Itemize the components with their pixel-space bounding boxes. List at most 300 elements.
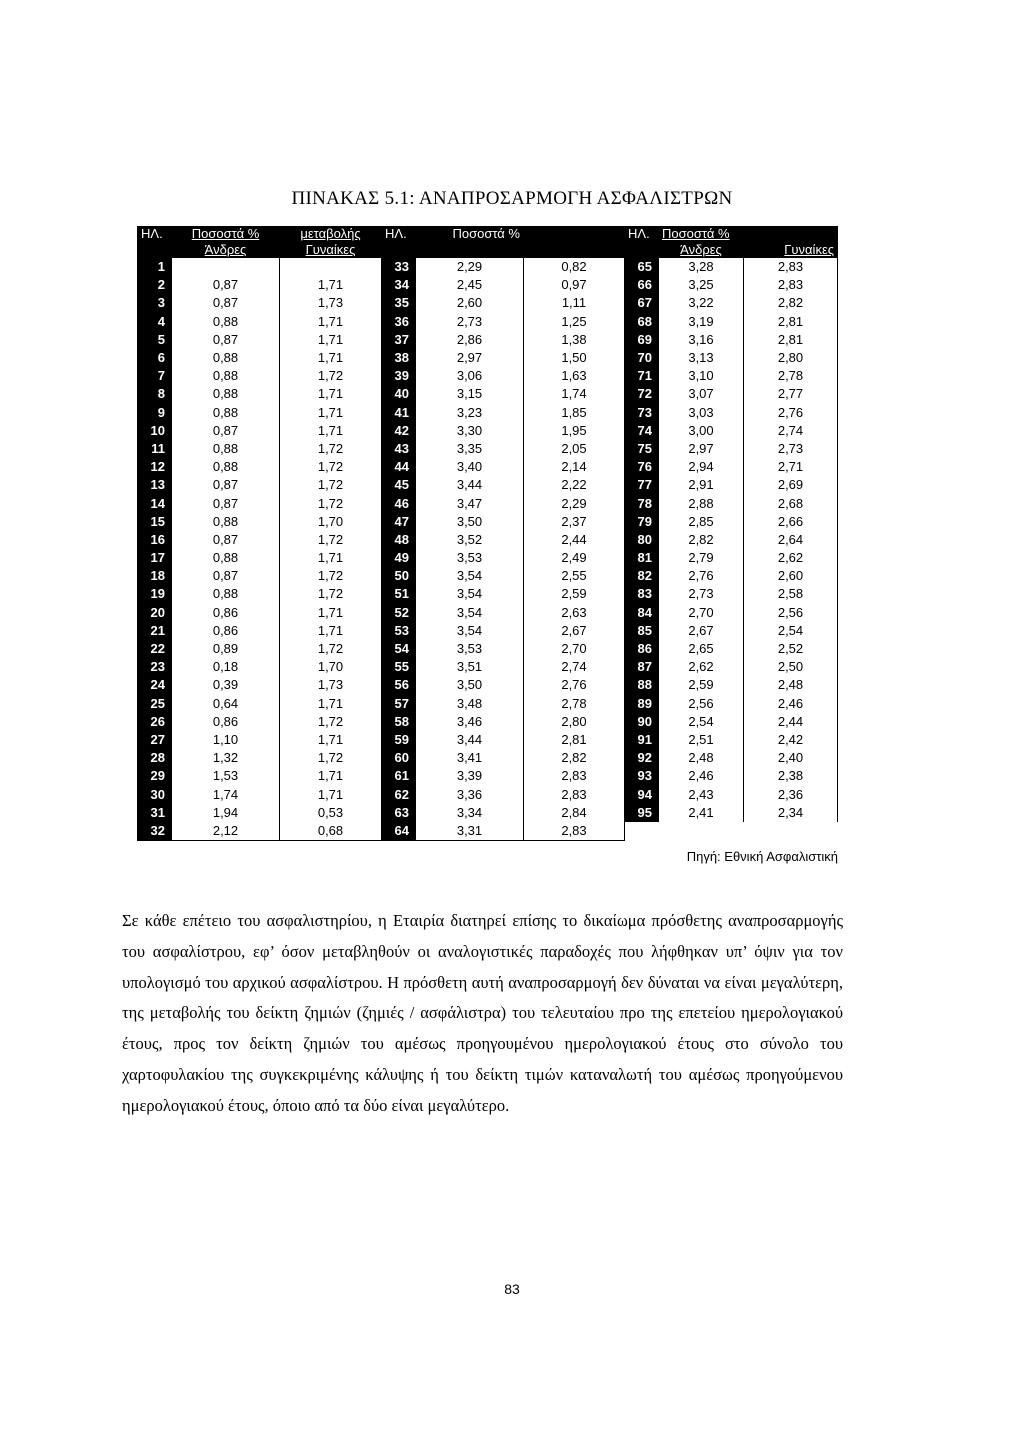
value-cell: 0,87	[172, 422, 280, 440]
age-cell: 48	[382, 531, 416, 549]
value-cell: 2,80	[524, 713, 625, 731]
value-cell: 2,83	[524, 785, 625, 803]
value-cell: 3,54	[416, 585, 524, 603]
age-cell: 10	[138, 422, 172, 440]
header-cell: Ποσοστά %	[416, 226, 524, 242]
header-cell	[138, 242, 172, 258]
value-cell: 1,85	[524, 404, 625, 422]
age-cell: 38	[382, 349, 416, 367]
value-cell: 3,48	[416, 695, 524, 713]
table-body	[138, 226, 838, 841]
value-cell: 3,54	[416, 622, 524, 640]
age-cell: 8	[138, 385, 172, 403]
age-cell: 17	[138, 549, 172, 567]
value-cell: 1,72	[280, 713, 382, 731]
table-row	[138, 494, 838, 512]
age-cell: 93	[625, 767, 659, 785]
age-cell: 83	[625, 585, 659, 603]
table-row	[138, 422, 838, 440]
value-cell	[172, 258, 280, 276]
value-cell: 2,94	[659, 458, 744, 476]
value-cell: 2,81	[744, 313, 838, 331]
value-cell: 1,32	[172, 749, 280, 767]
value-cell: 1,71	[280, 404, 382, 422]
value-cell: 1,38	[524, 331, 625, 349]
value-cell: 3,35	[416, 440, 524, 458]
value-cell: 2,85	[659, 513, 744, 531]
value-cell: 3,28	[659, 258, 744, 276]
header-cell: Γυναίκες	[744, 242, 838, 258]
age-cell: 35	[382, 294, 416, 312]
age-cell: 94	[625, 785, 659, 803]
value-cell: 0,88	[172, 385, 280, 403]
age-cell: 53	[382, 622, 416, 640]
value-cell: 0,82	[524, 258, 625, 276]
table-row	[138, 622, 838, 640]
value-cell: 1,25	[524, 313, 625, 331]
age-cell: 95	[625, 804, 659, 822]
value-cell: 2,49	[524, 549, 625, 567]
value-cell: 2,65	[659, 640, 744, 658]
table-row	[138, 695, 838, 713]
value-cell: 2,74	[524, 658, 625, 676]
value-cell: 2,42	[744, 731, 838, 749]
age-cell: 14	[138, 494, 172, 512]
header-cell: Ποσοστά %	[172, 226, 280, 242]
age-cell: 19	[138, 585, 172, 603]
value-cell: 3,13	[659, 349, 744, 367]
value-cell: 1,94	[172, 804, 280, 822]
value-cell: 0,53	[280, 804, 382, 822]
age-cell: 3	[138, 294, 172, 312]
value-cell: 2,67	[659, 622, 744, 640]
age-cell: 29	[138, 767, 172, 785]
value-cell: 1,71	[280, 313, 382, 331]
value-cell: 0,88	[172, 313, 280, 331]
value-cell: 1,71	[280, 604, 382, 622]
value-cell: 1,72	[280, 567, 382, 585]
value-cell: 2,60	[416, 294, 524, 312]
table-header-row-1	[138, 226, 838, 242]
table-row	[138, 822, 838, 841]
age-cell: 12	[138, 458, 172, 476]
value-cell: 2,70	[659, 604, 744, 622]
table-row	[138, 404, 838, 422]
age-cell: 80	[625, 531, 659, 549]
value-cell: 0,89	[172, 640, 280, 658]
value-cell: 1,11	[524, 294, 625, 312]
value-cell: 1,72	[280, 476, 382, 494]
value-cell: 1,70	[280, 513, 382, 531]
table-row	[138, 567, 838, 585]
header-cell: μεταβολής	[280, 226, 382, 242]
body-paragraph: Σε κάθε επέτειο του ασφαλιστηρίου, η Εταιρία διατηρεί επίσης το δικαίωμα πρόσθετης αναπροσαρμογής του ασφαλίστρου, εφ’ όσον μεταβληθούν οι αναλογιστικές παραδοχές που λήφθηκαν υπ’ όψιν για τον υπολογισμό του αρχικού ασφαλίστρου. Η πρόσθετη αυτή αναπροσαρμογή δεν δύναται να είναι μεγαλύτερη, της μεταβολής του δείκτη ζημιών (ζημιές / ασφάλιστρα) του τελευταίου προ της επετείου ημερολογιακού έτους, προς τον δείκτη ζημιών του αμέσως προηγουμένου ημερολογιακού έτους στο σύνολο του χαρτοφυλακίου της συγκεκριμένης κάλυψης ή του δείκτη τιμών καταναλωτή του αμέσως προηγούμενου ημερολογιακού έτους, όποιο από τα δύο είναι μεγαλύτερο.	[122, 911, 843, 1115]
value-cell: 1,53	[172, 767, 280, 785]
value-cell: 2,50	[744, 658, 838, 676]
value-cell: 2,83	[524, 767, 625, 785]
header-cell	[416, 242, 524, 258]
age-cell: 23	[138, 658, 172, 676]
age-cell: 18	[138, 567, 172, 585]
age-cell: 31	[138, 804, 172, 822]
age-cell: 1	[138, 258, 172, 276]
table-row	[138, 458, 838, 476]
age-cell: 84	[625, 604, 659, 622]
value-cell: 2,83	[524, 822, 625, 841]
age-cell: 50	[382, 567, 416, 585]
age-cell: 90	[625, 713, 659, 731]
value-cell: 1,71	[280, 785, 382, 803]
table-row	[138, 785, 838, 803]
value-cell: 3,46	[416, 713, 524, 731]
table-row	[138, 658, 838, 676]
value-cell: 3,07	[659, 385, 744, 403]
value-cell: 1,71	[280, 385, 382, 403]
value-cell: 2,12	[172, 822, 280, 841]
value-cell: 3,53	[416, 640, 524, 658]
value-cell: 2,29	[524, 494, 625, 512]
value-cell: 2,51	[659, 731, 744, 749]
value-cell: 2,44	[744, 713, 838, 731]
age-cell: 58	[382, 713, 416, 731]
table-row	[138, 367, 838, 385]
table-row	[138, 349, 838, 367]
age-cell	[625, 822, 659, 841]
age-cell: 46	[382, 494, 416, 512]
age-cell: 74	[625, 422, 659, 440]
value-cell: 2,52	[744, 640, 838, 658]
value-cell: 2,55	[524, 567, 625, 585]
value-cell: 1,72	[280, 440, 382, 458]
age-cell: 73	[625, 404, 659, 422]
value-cell: 2,41	[659, 804, 744, 822]
age-cell: 45	[382, 476, 416, 494]
table-row	[138, 767, 838, 785]
age-cell: 52	[382, 604, 416, 622]
value-cell: 2,76	[659, 567, 744, 585]
table-row	[138, 531, 838, 549]
age-cell: 68	[625, 313, 659, 331]
table-row	[138, 640, 838, 658]
table-row	[138, 258, 838, 276]
header-cell: ΗΛ.	[625, 226, 659, 242]
value-cell: 2,81	[524, 731, 625, 749]
value-cell: 1,72	[280, 749, 382, 767]
value-cell: 2,79	[659, 549, 744, 567]
age-cell: 86	[625, 640, 659, 658]
age-cell: 81	[625, 549, 659, 567]
value-cell: 2,73	[416, 313, 524, 331]
value-cell: 2,40	[744, 749, 838, 767]
age-cell: 51	[382, 585, 416, 603]
value-cell: 0,87	[172, 531, 280, 549]
age-cell: 32	[138, 822, 172, 841]
age-cell: 34	[382, 276, 416, 294]
premium-adjustment-table	[137, 226, 838, 841]
value-cell: 0,64	[172, 695, 280, 713]
value-cell: 1,71	[280, 622, 382, 640]
age-cell: 13	[138, 476, 172, 494]
age-cell: 55	[382, 658, 416, 676]
value-cell: 2,88	[659, 494, 744, 512]
value-cell: 3,47	[416, 494, 524, 512]
value-cell: 1,74	[524, 385, 625, 403]
age-cell: 41	[382, 404, 416, 422]
value-cell: 2,37	[524, 513, 625, 531]
value-cell: 0,18	[172, 658, 280, 676]
age-cell: 70	[625, 349, 659, 367]
value-cell: 2,66	[744, 513, 838, 531]
value-cell: 2,73	[659, 585, 744, 603]
value-cell: 2,48	[744, 676, 838, 694]
value-cell: 3,03	[659, 404, 744, 422]
value-cell: 2,82	[659, 531, 744, 549]
age-cell: 67	[625, 294, 659, 312]
value-cell: 0,87	[172, 276, 280, 294]
age-cell: 26	[138, 713, 172, 731]
age-cell: 78	[625, 494, 659, 512]
age-cell: 24	[138, 676, 172, 694]
value-cell: 3,50	[416, 513, 524, 531]
value-cell: 2,63	[524, 604, 625, 622]
table-row	[138, 313, 838, 331]
value-cell: 3,44	[416, 476, 524, 494]
value-cell: 1,72	[280, 458, 382, 476]
value-cell: 0,88	[172, 349, 280, 367]
age-cell: 21	[138, 622, 172, 640]
table-row	[138, 331, 838, 349]
value-cell: 2,84	[524, 804, 625, 822]
value-cell: 3,50	[416, 676, 524, 694]
value-cell: 2,45	[416, 276, 524, 294]
value-cell: 2,56	[744, 604, 838, 622]
age-cell: 69	[625, 331, 659, 349]
value-cell: 2,46	[744, 695, 838, 713]
header-cell: Γυναίκες	[280, 242, 382, 258]
value-cell: 3,39	[416, 767, 524, 785]
value-cell: 3,54	[416, 604, 524, 622]
value-cell: 0,88	[172, 404, 280, 422]
value-cell: 1,50	[524, 349, 625, 367]
table-title: ΠΙΝΑΚΑΣ 5.1: ΑΝΑΠΡΟΣΑΡΜΟΓΗ ΑΣΦΑΛΙΣΤΡΩΝ	[291, 188, 733, 209]
value-cell: 1,73	[280, 676, 382, 694]
header-cell: ΗΛ.	[382, 226, 416, 242]
value-cell: 1,63	[524, 367, 625, 385]
value-cell: 2,62	[744, 549, 838, 567]
age-cell: 88	[625, 676, 659, 694]
value-cell: 3,40	[416, 458, 524, 476]
age-cell: 72	[625, 385, 659, 403]
value-cell: 3,54	[416, 567, 524, 585]
value-cell: 2,82	[524, 749, 625, 767]
value-cell: 2,38	[744, 767, 838, 785]
value-cell: 2,60	[744, 567, 838, 585]
value-cell: 3,16	[659, 331, 744, 349]
value-cell: 2,86	[416, 331, 524, 349]
value-cell: 2,78	[744, 367, 838, 385]
value-cell: 2,05	[524, 440, 625, 458]
value-cell: 3,23	[416, 404, 524, 422]
table-row	[138, 585, 838, 603]
value-cell: 3,53	[416, 549, 524, 567]
age-cell: 40	[382, 385, 416, 403]
value-cell: 1,72	[280, 531, 382, 549]
value-cell: 2,80	[744, 349, 838, 367]
value-cell: 0,87	[172, 567, 280, 585]
age-cell: 6	[138, 349, 172, 367]
age-cell: 89	[625, 695, 659, 713]
header-cell	[625, 242, 659, 258]
value-cell: 3,44	[416, 731, 524, 749]
value-cell: 1,71	[280, 422, 382, 440]
value-cell: 2,59	[659, 676, 744, 694]
value-cell: 0,88	[172, 367, 280, 385]
value-cell: 3,22	[659, 294, 744, 312]
value-cell: 0,68	[280, 822, 382, 841]
age-cell: 4	[138, 313, 172, 331]
value-cell: 2,54	[659, 713, 744, 731]
age-cell: 27	[138, 731, 172, 749]
table-row	[138, 440, 838, 458]
value-cell: 2,36	[744, 785, 838, 803]
table-row	[138, 549, 838, 567]
table-row	[138, 294, 838, 312]
age-cell: 57	[382, 695, 416, 713]
age-cell: 39	[382, 367, 416, 385]
age-cell: 15	[138, 513, 172, 531]
value-cell: 0,88	[172, 585, 280, 603]
value-cell	[659, 822, 744, 841]
value-cell: 2,82	[744, 294, 838, 312]
value-cell: 2,97	[416, 349, 524, 367]
table-row	[138, 385, 838, 403]
value-cell: 0,88	[172, 440, 280, 458]
value-cell: 2,48	[659, 749, 744, 767]
header-cell: Ποσοστά %	[659, 226, 744, 242]
age-cell: 9	[138, 404, 172, 422]
value-cell: 0,87	[172, 294, 280, 312]
age-cell: 92	[625, 749, 659, 767]
value-cell: 2,56	[659, 695, 744, 713]
age-cell: 11	[138, 440, 172, 458]
age-cell: 54	[382, 640, 416, 658]
value-cell: 0,87	[172, 494, 280, 512]
header-cell	[524, 242, 625, 258]
value-cell: 2,76	[744, 404, 838, 422]
value-cell: 0,87	[172, 476, 280, 494]
value-cell: 2,74	[744, 422, 838, 440]
value-cell: 2,14	[524, 458, 625, 476]
age-cell: 43	[382, 440, 416, 458]
table-row	[138, 713, 838, 731]
value-cell: 2,34	[744, 804, 838, 822]
header-cell: Άνδρες	[659, 242, 744, 258]
table-row	[138, 676, 838, 694]
value-cell: 3,19	[659, 313, 744, 331]
value-cell: 1,10	[172, 731, 280, 749]
table-row	[138, 276, 838, 294]
value-cell: 3,51	[416, 658, 524, 676]
header-cell	[744, 226, 838, 242]
value-cell: 2,97	[659, 440, 744, 458]
value-cell: 2,69	[744, 476, 838, 494]
value-cell: 3,10	[659, 367, 744, 385]
table-row	[138, 604, 838, 622]
age-cell: 87	[625, 658, 659, 676]
value-cell: 1,72	[280, 640, 382, 658]
age-cell: 75	[625, 440, 659, 458]
age-cell: 47	[382, 513, 416, 531]
value-cell: 2,77	[744, 385, 838, 403]
value-cell: 3,15	[416, 385, 524, 403]
age-cell: 66	[625, 276, 659, 294]
table-row	[138, 749, 838, 767]
value-cell: 1,71	[280, 731, 382, 749]
value-cell: 1,74	[172, 785, 280, 803]
value-cell: 3,36	[416, 785, 524, 803]
value-cell: 2,78	[524, 695, 625, 713]
value-cell: 1,72	[280, 494, 382, 512]
value-cell: 3,41	[416, 749, 524, 767]
value-cell: 2,83	[744, 276, 838, 294]
age-cell: 76	[625, 458, 659, 476]
value-cell: 2,68	[744, 494, 838, 512]
value-cell: 0,86	[172, 713, 280, 731]
table-row	[138, 804, 838, 822]
value-cell	[280, 258, 382, 276]
value-cell: 2,73	[744, 440, 838, 458]
value-cell: 1,71	[280, 695, 382, 713]
page-number: 83	[504, 1281, 520, 1297]
value-cell: 0,88	[172, 458, 280, 476]
age-cell: 7	[138, 367, 172, 385]
age-cell: 64	[382, 822, 416, 841]
age-cell: 49	[382, 549, 416, 567]
header-cell	[382, 242, 416, 258]
age-cell: 28	[138, 749, 172, 767]
value-cell: 1,71	[280, 349, 382, 367]
value-cell: 2,67	[524, 622, 625, 640]
source-note: Πηγή: Εθνική Ασφαλιστική	[686, 849, 838, 864]
age-cell: 30	[138, 785, 172, 803]
value-cell: 2,22	[524, 476, 625, 494]
value-cell: 3,52	[416, 531, 524, 549]
value-cell: 0,88	[172, 513, 280, 531]
value-cell: 1,71	[280, 276, 382, 294]
age-cell: 25	[138, 695, 172, 713]
value-cell: 2,59	[524, 585, 625, 603]
age-cell: 60	[382, 749, 416, 767]
value-cell: 1,73	[280, 294, 382, 312]
value-cell: 2,81	[744, 331, 838, 349]
header-cell: Άνδρες	[172, 242, 280, 258]
value-cell: 3,34	[416, 804, 524, 822]
age-cell: 42	[382, 422, 416, 440]
age-cell: 61	[382, 767, 416, 785]
value-cell: 2,46	[659, 767, 744, 785]
age-cell: 91	[625, 731, 659, 749]
age-cell: 71	[625, 367, 659, 385]
age-cell: 20	[138, 604, 172, 622]
value-cell: 3,06	[416, 367, 524, 385]
value-cell: 2,54	[744, 622, 838, 640]
value-cell: 2,71	[744, 458, 838, 476]
age-cell: 36	[382, 313, 416, 331]
value-cell	[744, 822, 838, 841]
value-cell: 0,86	[172, 622, 280, 640]
value-cell: 3,25	[659, 276, 744, 294]
value-cell: 3,00	[659, 422, 744, 440]
